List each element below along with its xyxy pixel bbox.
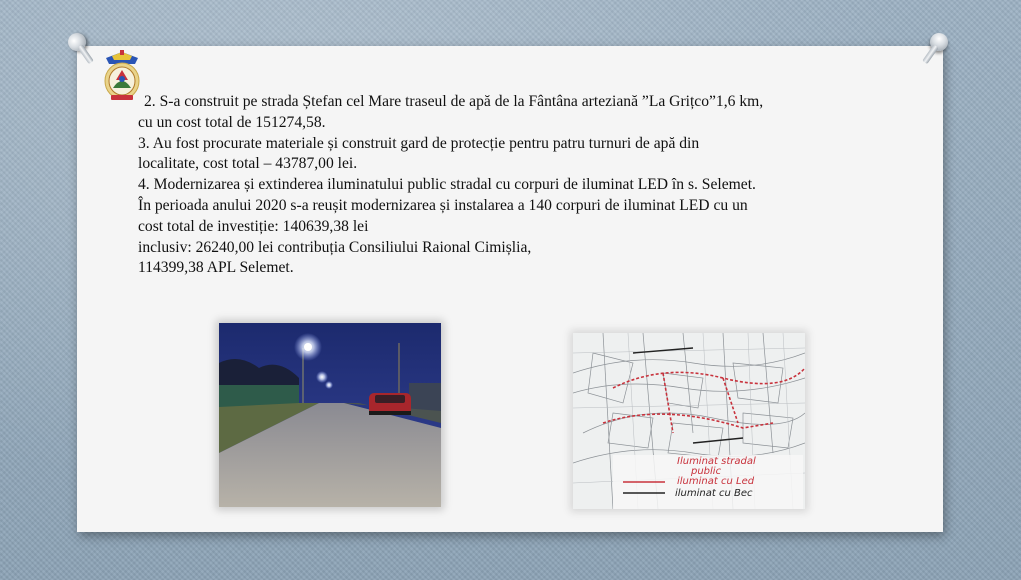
street-light-photo [219,323,441,507]
text-line: localitate, cost total – 43787,00 lei. [138,155,358,173]
text-line: 2. S-a construit pe strada Ștefan cel Mare traseul de apă de la Fântâna arteziană ”La Grițco”1,6 km, [144,93,764,110]
coat-of-arms-icon [102,50,142,102]
text-line: 114399,38 APL Selemet. [138,259,294,277]
lighting-map [573,333,805,509]
text-line: inclusiv: 26240,00 lei contribuția Consiliului Raional Cimișlia, [138,238,532,256]
text-line: 4. Modernizarea și extinderea iluminatului public stradal cu corpuri de iluminat LED în s. Selemet. [138,176,756,194]
pushpin-icon [64,29,89,54]
text-line: 3. Au fost procurate materiale și construit gard de protecție pentru patru turnuri de apă din [138,134,700,152]
map-legend-title: Iluminat stradal [677,456,756,467]
slide-text [138,92,938,279]
text-line: cu un cost total de 151274,58. [138,113,326,131]
pushpin-icon [926,29,951,54]
text-line: cost total de investiție: 140639,38 lei [138,217,369,235]
map-legend-bec: iluminat cu Bec [675,488,753,499]
text-line: În perioada anului 2020 s-a reușit modernizarea și instalarea a 140 corpuri de iluminat LED cu un [138,196,748,214]
map-legend-led: iluminat cu Led [677,476,755,487]
map-legend-title-2: public [691,466,722,477]
